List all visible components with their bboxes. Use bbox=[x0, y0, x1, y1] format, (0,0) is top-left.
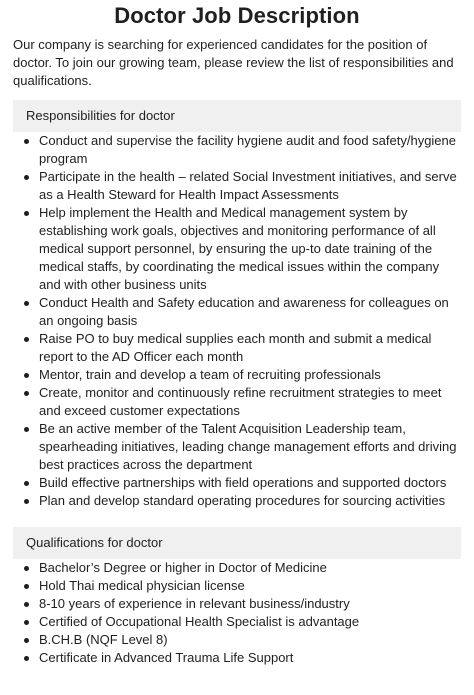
intro-paragraph: Our company is searching for experienced candidates for the position of doctor. To join our growing team, please review the list of responsibilities and qualifications. bbox=[13, 37, 454, 88]
list-item: Conduct Health and Safety education and awareness for colleagues on an ongoing basis bbox=[13, 294, 461, 330]
list-item: B.CH.B (NQF Level 8) bbox=[13, 631, 461, 649]
list-item: Plan and develop standard operating procedures for sourcing activities bbox=[13, 492, 461, 510]
list-item: Bachelor’s Degree or higher in Doctor of Medicine bbox=[13, 559, 461, 577]
list-item: Certificate in Advanced Trauma Life Support bbox=[13, 649, 461, 667]
list-item: Conduct and supervise the facility hygiene audit and food safety/hygiene program bbox=[13, 132, 461, 168]
list-item: Certified of Occupational Health Specialist is advantage bbox=[13, 613, 461, 631]
list-item: Help implement the Health and Medical management system by establishing work goals, objectives and monitoring performance of all medical support personnel, by ensuring the up-to date training of the medical staffs, by coordinating the medical issues within the company and with other business units bbox=[13, 204, 461, 294]
qualifications-list bbox=[13, 559, 461, 667]
responsibilities-header: Responsibilities for doctor bbox=[13, 100, 461, 132]
list-item: 8-10 years of experience in relevant business/industry bbox=[13, 595, 461, 613]
list-item: Mentor, train and develop a team of recruiting professionals bbox=[13, 366, 461, 384]
responsibilities-list bbox=[13, 132, 461, 510]
list-item: Raise PO to buy medical supplies each month and submit a medical report to the AD Officer each month bbox=[13, 330, 461, 366]
list-item: Build effective partnerships with field operations and supported doctors bbox=[13, 474, 461, 492]
page-title: Doctor Job Description bbox=[114, 3, 360, 28]
list-item: Participate in the health – related Social Investment initiatives, and serve as a Health Steward for Health Impact Assessments bbox=[13, 168, 461, 204]
list-item: Hold Thai medical physician license bbox=[13, 577, 461, 595]
qualifications-header: Qualifications for doctor bbox=[13, 527, 461, 559]
list-item: Be an active member of the Talent Acquisition Leadership team, spearheading initiatives, leading change management efforts and driving best practices across the department bbox=[13, 420, 461, 474]
list-item: Create, monitor and continuously refine recruitment strategies to meet and exceed customer expectations bbox=[13, 384, 461, 420]
